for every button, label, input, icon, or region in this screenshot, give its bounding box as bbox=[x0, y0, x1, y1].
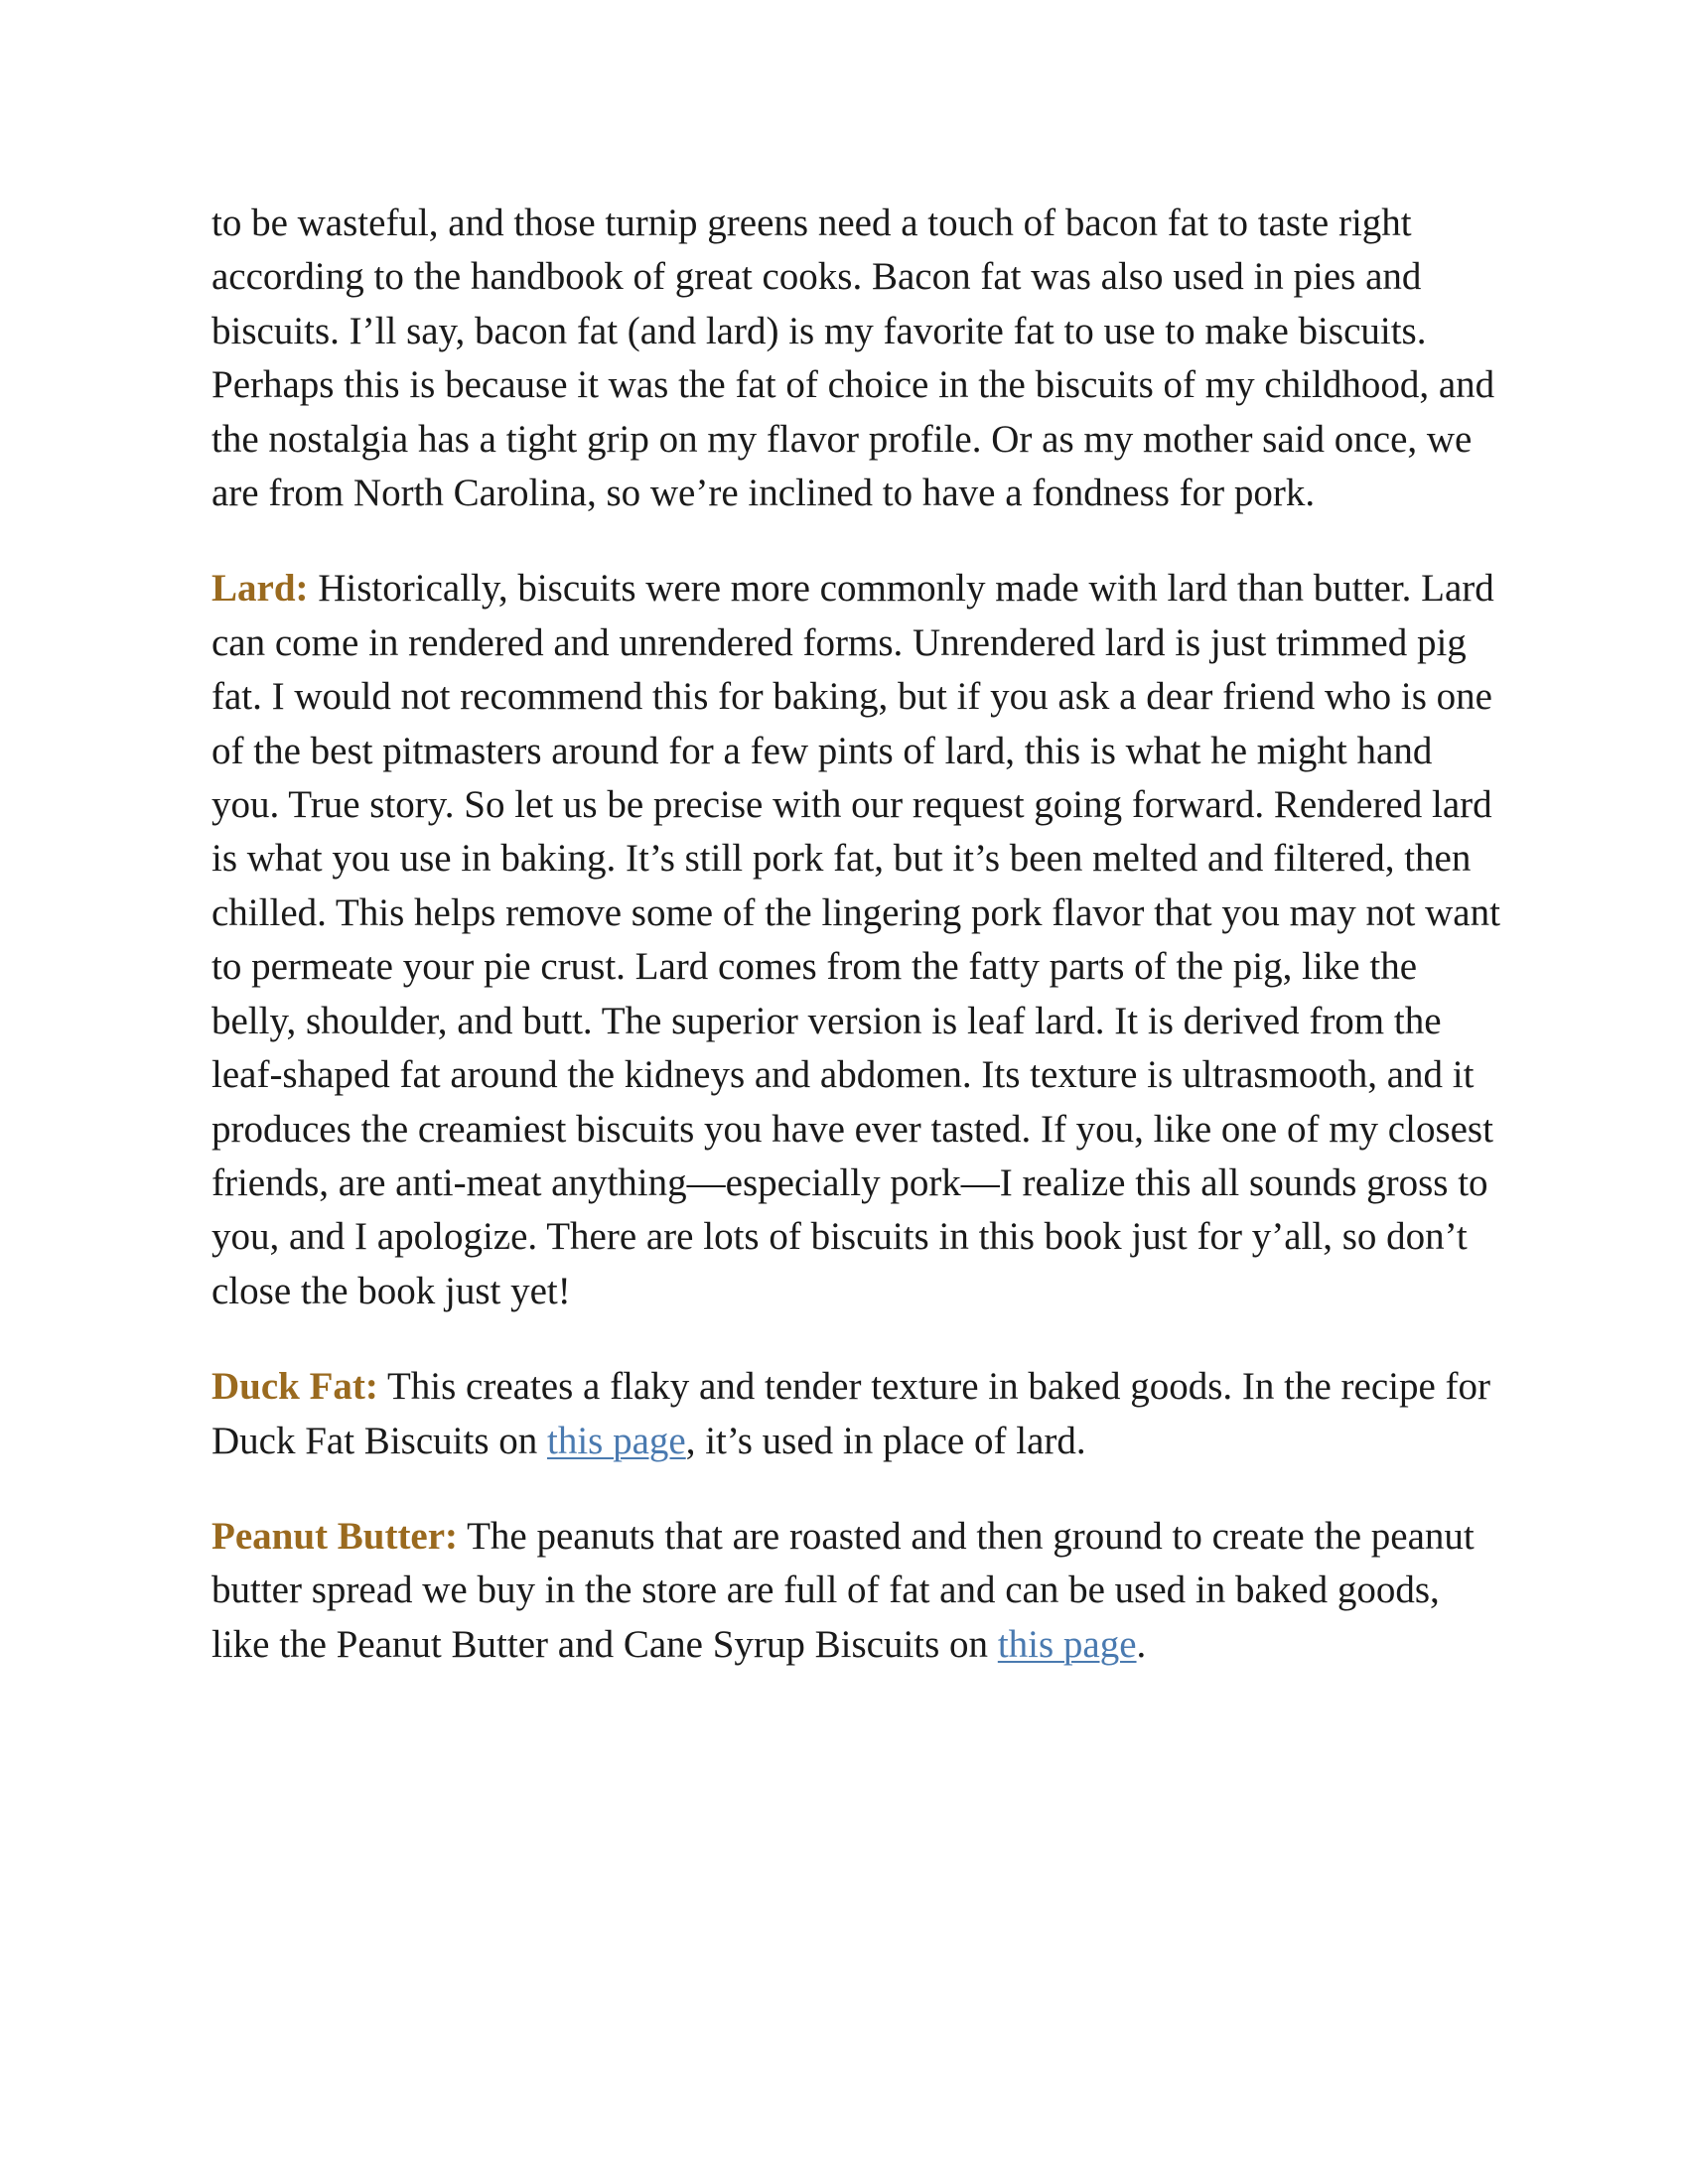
intro-paragraph bbox=[211, 197, 1502, 520]
peanut-butter-page-link[interactable]: this page bbox=[997, 1622, 1137, 1666]
duck-fat-term: Duck Fat: bbox=[211, 1365, 378, 1409]
peanut-butter-text-before: The peanuts that are roasted and then ground to create the peanut butter spread we buy in the store are full of fat and can be used in baked goods, like the Peanut Butter and Cane Syrup Biscuits on bbox=[211, 1514, 1475, 1666]
duck-fat-text-before: This creates a flaky and tender texture in baked goods. In the recipe for Duck Fat Biscuits on bbox=[211, 1365, 1490, 1462]
lard-text: Historically, biscuits were more commonly made with lard than butter. Lard can come in rendered and unrendered forms. Unrendered lard is just trimmed pig fat. I would not recommend this for baking, but if you ask a dear friend who is one of the best pitmasters around for a few pints of lard, this is what he might hand you. True story. So let us be precise with our request going forward. Rendered lard is what you use in baking. It’s still pork fat, but it’s been melted and filtered, then chilled. This helps remove some of the lingering pork flavor that you may not want to permeate your pie crust. Lard comes from the fatty parts of the pig, like the belly, shoulder, and butt. The superior version is leaf lard. It is derived from the leaf-shaped fat around the kidneys and abdomen. Its texture is ultrasmooth, and it produces the creamiest biscuits you have ever tasted. If you, like one of my closest friends, are anti-meat anything—especially pork—I realize this all sounds gross to you, and I apologize. There are lots of biscuits in this book just for y’all, so don’t close the book just yet! bbox=[211, 567, 1500, 1312]
duck-fat-page-link[interactable]: this page bbox=[547, 1419, 686, 1462]
peanut-butter-text-after: . bbox=[1136, 1622, 1147, 1666]
peanut-butter-term: Peanut Butter: bbox=[211, 1514, 459, 1558]
peanut-butter-paragraph bbox=[211, 1510, 1502, 1672]
duck-fat-paragraph bbox=[211, 1360, 1502, 1468]
lard-paragraph bbox=[211, 562, 1502, 1318]
document-page bbox=[211, 197, 1502, 1713]
duck-fat-text-after: , it’s used in place of lard. bbox=[685, 1419, 1086, 1462]
intro-text: to be wasteful, and those turnip greens need a touch of bacon fat to taste right according to the handbook of great cooks. Bacon fat was also used in pies and biscuits. I’ll say, bacon fat (and lard) is my favorite fat to use to make biscuits. Perhaps this is because it was the fat of choice in the biscuits of my childhood, and the nostalgia has a tight grip on my flavor profile. Or as my mother said once, we are from North Carolina, so we’re inclined to have a fondness for pork. bbox=[211, 202, 1495, 515]
lard-term: Lard: bbox=[211, 567, 309, 611]
